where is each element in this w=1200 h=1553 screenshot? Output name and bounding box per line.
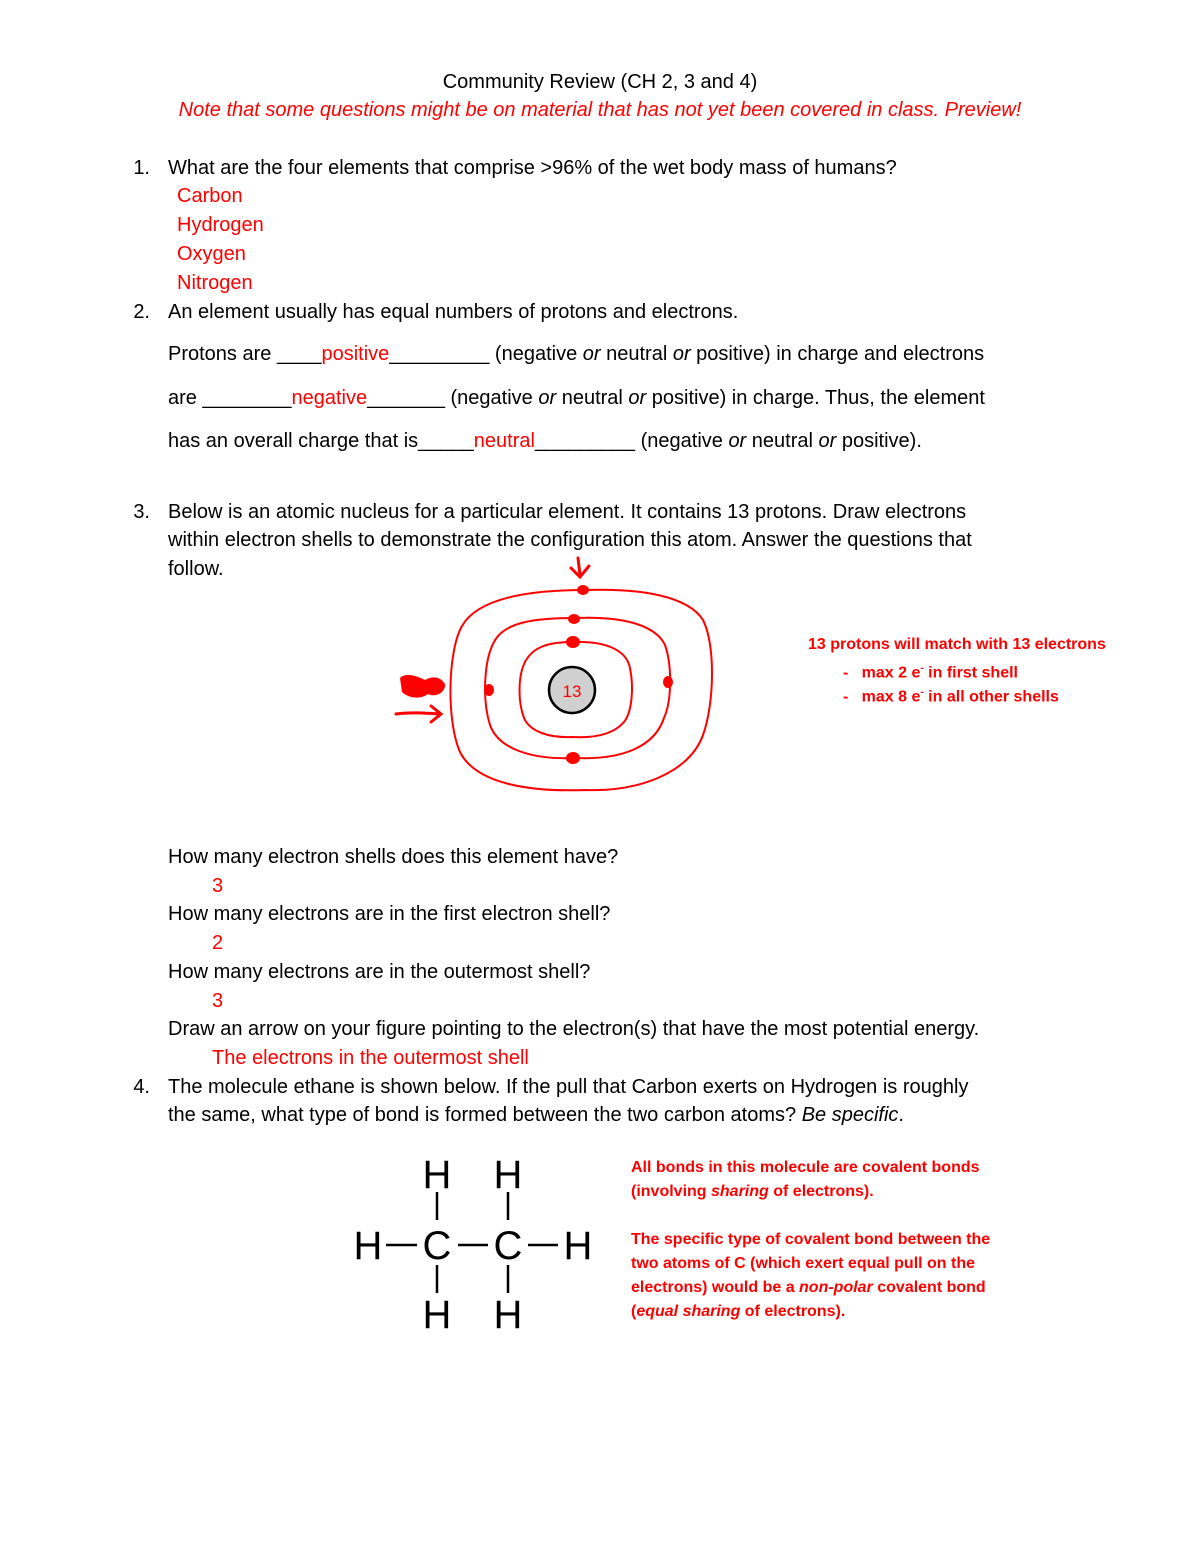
q2-line-electrons — [168, 384, 985, 412]
q4-text-line2-post: . — [898, 1104, 904, 1126]
bullet-sup: - — [920, 687, 924, 698]
q2-line-overall — [168, 427, 922, 455]
atom-h-bottom-left: H — [422, 1293, 452, 1337]
preview-note: Note that some questions might be on material that has not yet been covered in class. Preview! — [178, 99, 1022, 121]
note-em: sharing — [711, 1183, 769, 1200]
q2-number: 2. — [133, 301, 150, 323]
note-em: equal sharing — [636, 1303, 741, 1320]
electron-shell2-top — [568, 614, 580, 624]
note-pre: electrons) would be a — [631, 1279, 800, 1296]
q3-text-line1: Below is an atomic nucleus for a particular element. It contains 13 protons. Draw electrons — [168, 501, 967, 523]
q3-sub-question-1: How many electron shells does this element have? — [168, 846, 619, 868]
note-pre: (involving — [631, 1183, 711, 1200]
q3-sub-question-4: Draw an arrow on your figure pointing to the electron(s) that have the most potential energy. — [168, 1018, 980, 1040]
q4-note2-line2: two atoms of C (which exert equal pull on the — [631, 1255, 976, 1272]
note-post: covalent bond — [872, 1279, 986, 1296]
q3-text-line3: follow. — [168, 558, 224, 580]
q2-line3-blank-pre: _____ — [418, 430, 474, 452]
atom-diagram — [380, 550, 740, 820]
ethane-structure — [340, 1150, 610, 1340]
bullet-sup: - — [920, 663, 924, 674]
q3-side-note-title: 13 protons will match with 13 electrons — [808, 636, 1106, 653]
electron-shell2-left — [484, 684, 494, 696]
bullet-dash: - — [843, 688, 849, 706]
q2-line3-answer: neutral — [473, 430, 535, 452]
atom-h-bottom-right: H — [493, 1293, 523, 1337]
nucleus-label: 13 — [562, 682, 582, 701]
q2-line3-blank-post: _________ — [534, 430, 636, 452]
q2-line-protons — [168, 340, 984, 368]
q2-line3-or1: or — [728, 430, 747, 452]
q4-text-line2-em: Be specific — [801, 1104, 899, 1126]
left-scribble-mark — [400, 675, 445, 698]
q4-note2-line4 — [631, 1300, 845, 1324]
q2-line2-blank-post: _______ — [367, 387, 445, 409]
q4-note1-line2 — [631, 1180, 874, 1204]
q3-sub-question-2: How many electrons are in the first electron shell? — [168, 903, 611, 925]
q1-number: 1. — [133, 157, 150, 179]
electron-shell1-top — [566, 636, 580, 648]
top-arrow-icon — [571, 558, 589, 577]
q4-text-line1: The molecule ethane is shown below. If the pull that Carbon exerts on Hydrogen is roughly — [168, 1076, 969, 1098]
note-pre: ( — [631, 1303, 637, 1320]
q4-text-line2 — [168, 1101, 904, 1129]
q2-line2-or1: or — [538, 387, 557, 409]
q3-sub-answer-3: 3 — [212, 990, 224, 1012]
q1-answer-1: Carbon — [177, 185, 243, 207]
bullet-text-post: in first shell — [923, 664, 1018, 682]
bullet-text-post: in all other shells — [923, 688, 1059, 706]
q2-line2-prefix: are — [168, 387, 203, 409]
atom-c-left: C — [422, 1224, 452, 1268]
note-post: of electrons). — [768, 1183, 874, 1200]
q3-sub-answer-2: 2 — [212, 932, 224, 954]
q2-line2-or2: or — [628, 387, 647, 409]
q2-line1-suffix: positive) in charge and electrons — [690, 343, 985, 365]
q1-answer-3: Oxygen — [177, 243, 246, 265]
q1-question: What are the four elements that comprise >96% of the wet body mass of humans? — [168, 157, 897, 179]
atom-c-right: C — [493, 1224, 523, 1268]
q2-line3-prefix: has an overall charge that is — [168, 430, 419, 452]
q4-note2-line1: The specific type of covalent bond between the — [631, 1231, 991, 1248]
q2-line2-mid2: neutral — [556, 387, 629, 409]
q1-answer-4: Nitrogen — [177, 272, 253, 294]
q4-note2-line3 — [631, 1276, 986, 1300]
electron-shell3-top — [577, 585, 589, 595]
q2-line1-or1: or — [582, 343, 601, 365]
page-title: Community Review (CH 2, 3 and 4) — [442, 71, 758, 93]
bullet-dash: - — [843, 664, 849, 682]
q3-text-line2: within electron shells to demonstrate the configuration this atom. Answer the questions that — [168, 529, 972, 551]
q2-line3-mid: (negative — [635, 430, 729, 452]
atom-h-left: H — [353, 1224, 383, 1268]
bullet-text-pre: max 8 e — [861, 688, 921, 706]
note-em: non-polar — [799, 1279, 873, 1296]
q2-line2-suffix: positive) in charge. Thus, the element — [646, 387, 985, 409]
q2-line2-answer: negative — [291, 387, 368, 409]
q3-sub-question-3: How many electrons are in the outermost shell? — [168, 961, 591, 983]
q2-line1-answer: positive — [321, 343, 390, 365]
atom-h-top-left: H — [422, 1153, 452, 1197]
left-arrow-icon — [396, 706, 441, 722]
q4-note1-line1: All bonds in this molecule are covalent bonds — [631, 1159, 980, 1176]
electron-shell2-bottom — [566, 752, 580, 764]
note-post: of electrons). — [740, 1303, 846, 1320]
q3-number: 3. — [133, 501, 150, 523]
q2-line1-or2: or — [672, 343, 691, 365]
q2-line1-mid2: neutral — [600, 343, 673, 365]
q2-line3-or2: or — [818, 430, 837, 452]
q4-text-line2-pre: the same, what type of bond is formed between the two carbon atoms? — [168, 1104, 802, 1126]
q4-number: 4. — [133, 1076, 150, 1098]
q2-line1-prefix: Protons are — [168, 343, 277, 365]
electron-shell2-right — [663, 676, 673, 688]
q2-line1-blank-pre: ____ — [276, 343, 322, 365]
atom-h-right: H — [563, 1224, 593, 1268]
q2-line2-mid: (negative — [444, 387, 539, 409]
q1-answer-2: Hydrogen — [177, 214, 264, 236]
q3-sub-answer-1: 3 — [212, 875, 224, 897]
q2-line1-mid: (negative — [489, 343, 583, 365]
q2-line1-blank-post: _________ — [389, 343, 490, 365]
q2-intro: An element usually has equal numbers of protons and electrons. — [168, 301, 739, 323]
q2-line3-suffix: positive). — [836, 430, 922, 452]
bullet-text-pre: max 2 e — [861, 664, 921, 682]
q2-line2-blank-pre: ________ — [202, 387, 292, 409]
q3-side-note-bullet-2 — [843, 681, 1059, 709]
atom-h-top-right: H — [493, 1153, 523, 1197]
q2-line3-mid2: neutral — [746, 430, 819, 452]
q3-sub-answer-4: The electrons in the outermost shell — [212, 1047, 529, 1069]
